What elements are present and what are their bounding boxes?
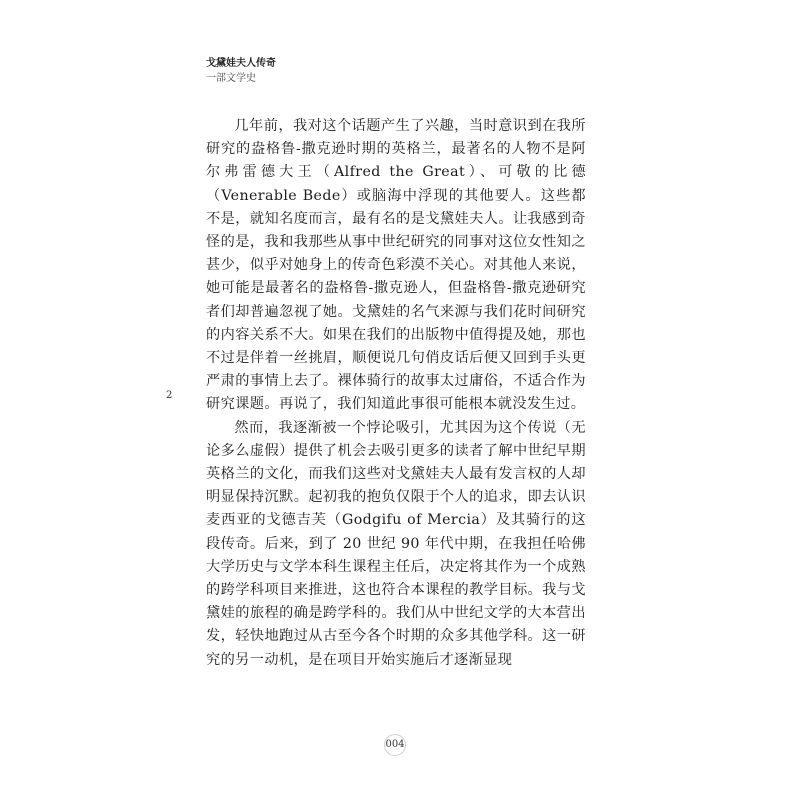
book-title: 戈黛娃夫人传奇 bbox=[206, 58, 276, 69]
paragraph-2: 然而，我逐渐被一个悖论吸引，尤其因为这个传说（无论多么虚假）提供了机会去吸引更多的读者了解中世纪早期英格兰的文化，而我们这些对戈黛娃夫人最有发言权的人却明显保持沉默。起初我的抱负仅限于个人的追求，即去认识麦西亚的戈德吉芙（Godgifu of Mercia）及其骑行的这段传奇。后来，到了 20 世纪 90 年代中期，在我担任哈佛大学历史与文学本科生课程主任后，决定将其作为一个成熟的跨学科项目来推进，这也符合本课程的教学目标。我与戈黛娃的旅程的确是跨学科的。我们从中世纪文学的大本营出发，轻快地跑过从古至今各个时期的众多其他学科。这一研究的另一动机，是在项目开始实施后才逐渐显现 bbox=[206, 419, 586, 668]
page-number: 004 bbox=[384, 734, 406, 756]
body-text bbox=[206, 115, 586, 672]
book-subtitle: 一部文学史 bbox=[206, 73, 256, 84]
paragraph-1: 几年前，我对这个话题产生了兴趣，当时意识到在我所研究的盎格鲁-撒克逊时期的英格兰，最著名的人物不是阿尔弗雷德大王（Alfred the Great）、可敬的比德（Venerable Bede）或脑海中浮现的其他要人。这些都不是，就知名度而言，最有名的是戈黛娃夫人。让我感到奇怪的是，我和我那些从事中世纪研究的同事对这位女性知之甚少，似乎对她身上的传奇色彩漠不关心。对其他人来说，她可能是最著名的盎格鲁-撒克逊人，但盎格鲁-撒克逊研究者们却普遍忽视了她。戈黛娃的名气来源与我们花时间研究的内容关系不大。如果在我们的出版物中值得提及她，那也不过是伴着一丝挑眉，顺便说几句俏皮话后便又回到手头更严肃的事情上去了。裸体骑行的故事太过庸俗，不适合作为研究课题。再说了，我们知道此事很可能根本就没发生过。 bbox=[206, 118, 586, 413]
margin-note-number: 2 bbox=[166, 390, 173, 401]
running-header bbox=[206, 56, 276, 86]
